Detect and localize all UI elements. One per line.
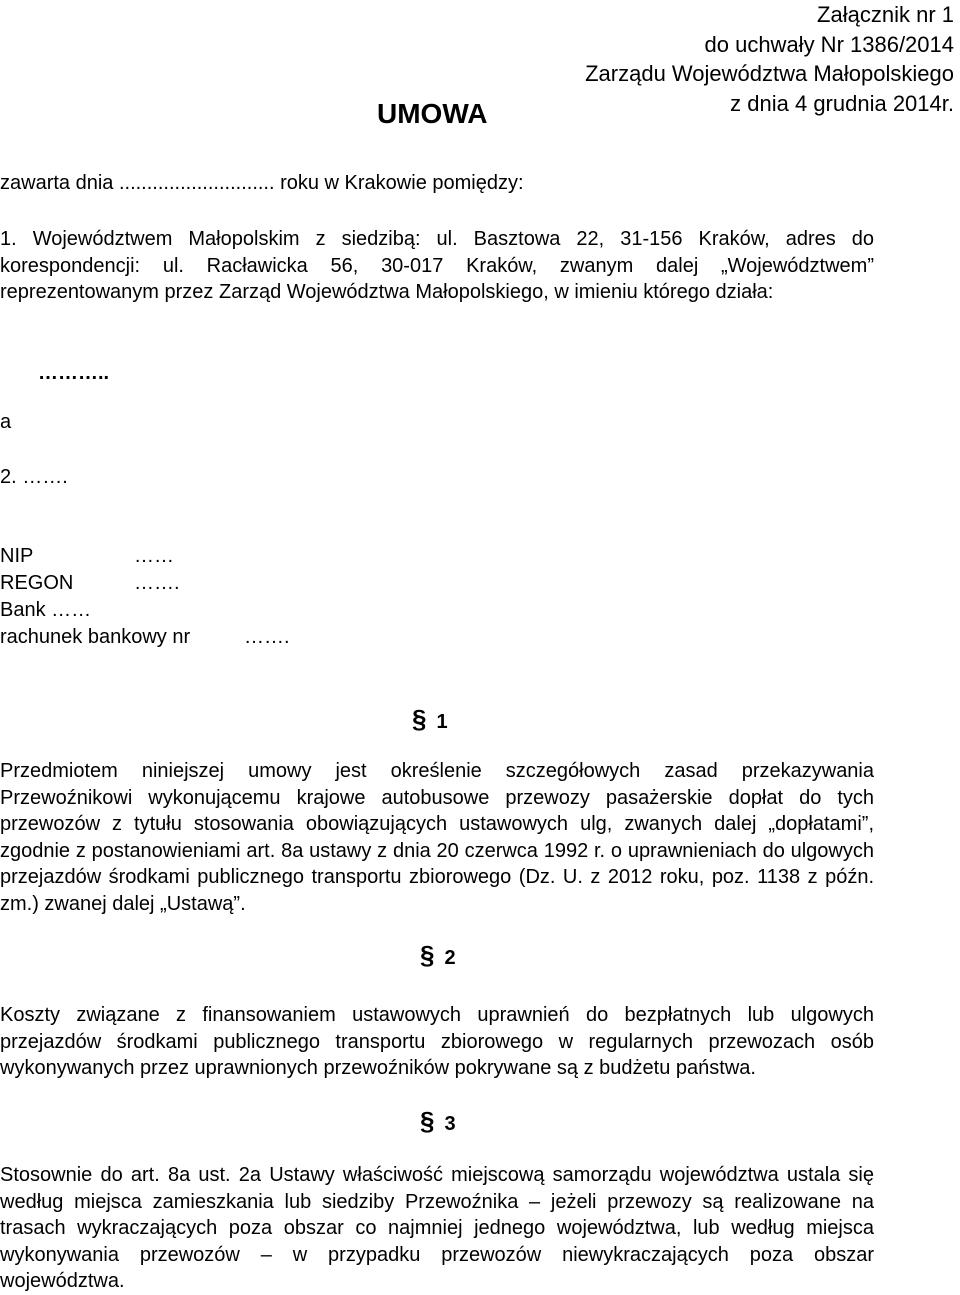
document-title: UMOWA: [377, 98, 488, 129]
party-1-paragraph: 1. Województwem Małopolskim z siedzibą: ul. Basztowa 22, 31-156 Kraków, adres do korespondencji: ul. Racławicka 56, 30-017 Kraków, zwanym dalej „Województwem” reprezentowanym przez Zarząd Województwa Małopolskiego, w imieniu którego działa:: [0, 228, 874, 303]
section-3-number: 3: [444, 1113, 456, 1135]
signatory-placeholder: ………..: [38, 362, 110, 384]
annex-line-4: z dnia 4 grudnia 2014r.: [730, 90, 954, 116]
annex-line-2: do uchwały Nr 1386/2014: [704, 31, 954, 57]
section-2-heading: [420, 940, 456, 971]
annex-line-1: Załącznik nr 1: [817, 2, 954, 27]
section-1-heading: [412, 704, 448, 735]
bank-label: Bank ……: [0, 599, 92, 621]
section-3-text: Stosownie do art. 8a ust. 2a Ustawy właściwość miejscową samorządu województwa ustala się według miejsca zamieszkania lub siedziby Przewoźnika – jeżeli przewozy są realizowane na trasach wykraczających poza obszar co najmniej jednego województwa, lub według miejsca wykonywania przewozów – w przypadku przewozów niewykraczających poza obszar województwa.: [0, 1164, 874, 1292]
section-3-heading: [420, 1106, 456, 1137]
account-label: rachunek bankowy nr: [0, 626, 191, 648]
section-2-symbol: §: [420, 940, 435, 970]
regon-label: REGON: [0, 572, 74, 594]
section-1-text: Przedmiotem niniejszej umowy jest określenie szczegółowych zasad przekazywania Przewoźnikowi wykonującemu krajowe autobusowe przewozy pasażerskie dopłat do tych przewozów z tytułu stosowania obowiązujących ustawowych ulg, zwanych dalej „dopłatami”, zgodnie z postanowieniami art. 8a ustawy z dnia 20 czerwca 1992 r. o uprawnieniach do ulgowych przejazdów środkami publicznego transportu zbiorowego (Dz. U. z 2012 roku, poz. 1138 z późn. zm.) zwanej dalej „Ustawą”.: [0, 760, 874, 915]
annex-header: [585, 0, 954, 118]
regon-value: …….: [134, 572, 180, 594]
intro-line: zawarta dnia ............................ roku w Krakowie pomiędzy:: [0, 172, 524, 194]
section-1-symbol: §: [412, 704, 427, 734]
account-value: …….: [244, 626, 290, 648]
section-3-symbol: §: [420, 1106, 435, 1136]
party-2-line: 2. …….: [0, 466, 68, 488]
conjunction: a: [0, 411, 12, 433]
nip-label: NIP: [0, 545, 34, 567]
section-2-number: 2: [444, 947, 456, 969]
nip-value: ……: [134, 545, 174, 567]
section-2-text: Koszty związane z finansowaniem ustawowych uprawnień do bezpłatnych lub ulgowych przejazdów środkami publicznego transportu zbiorowego w regularnych przewozach osób wykonywanych przez uprawnionych przewoźników pokrywane są z budżetu państwa.: [0, 1004, 874, 1079]
section-1-number: 1: [436, 711, 448, 733]
annex-line-3: Zarządu Województwa Małopolskiego: [585, 61, 954, 86]
